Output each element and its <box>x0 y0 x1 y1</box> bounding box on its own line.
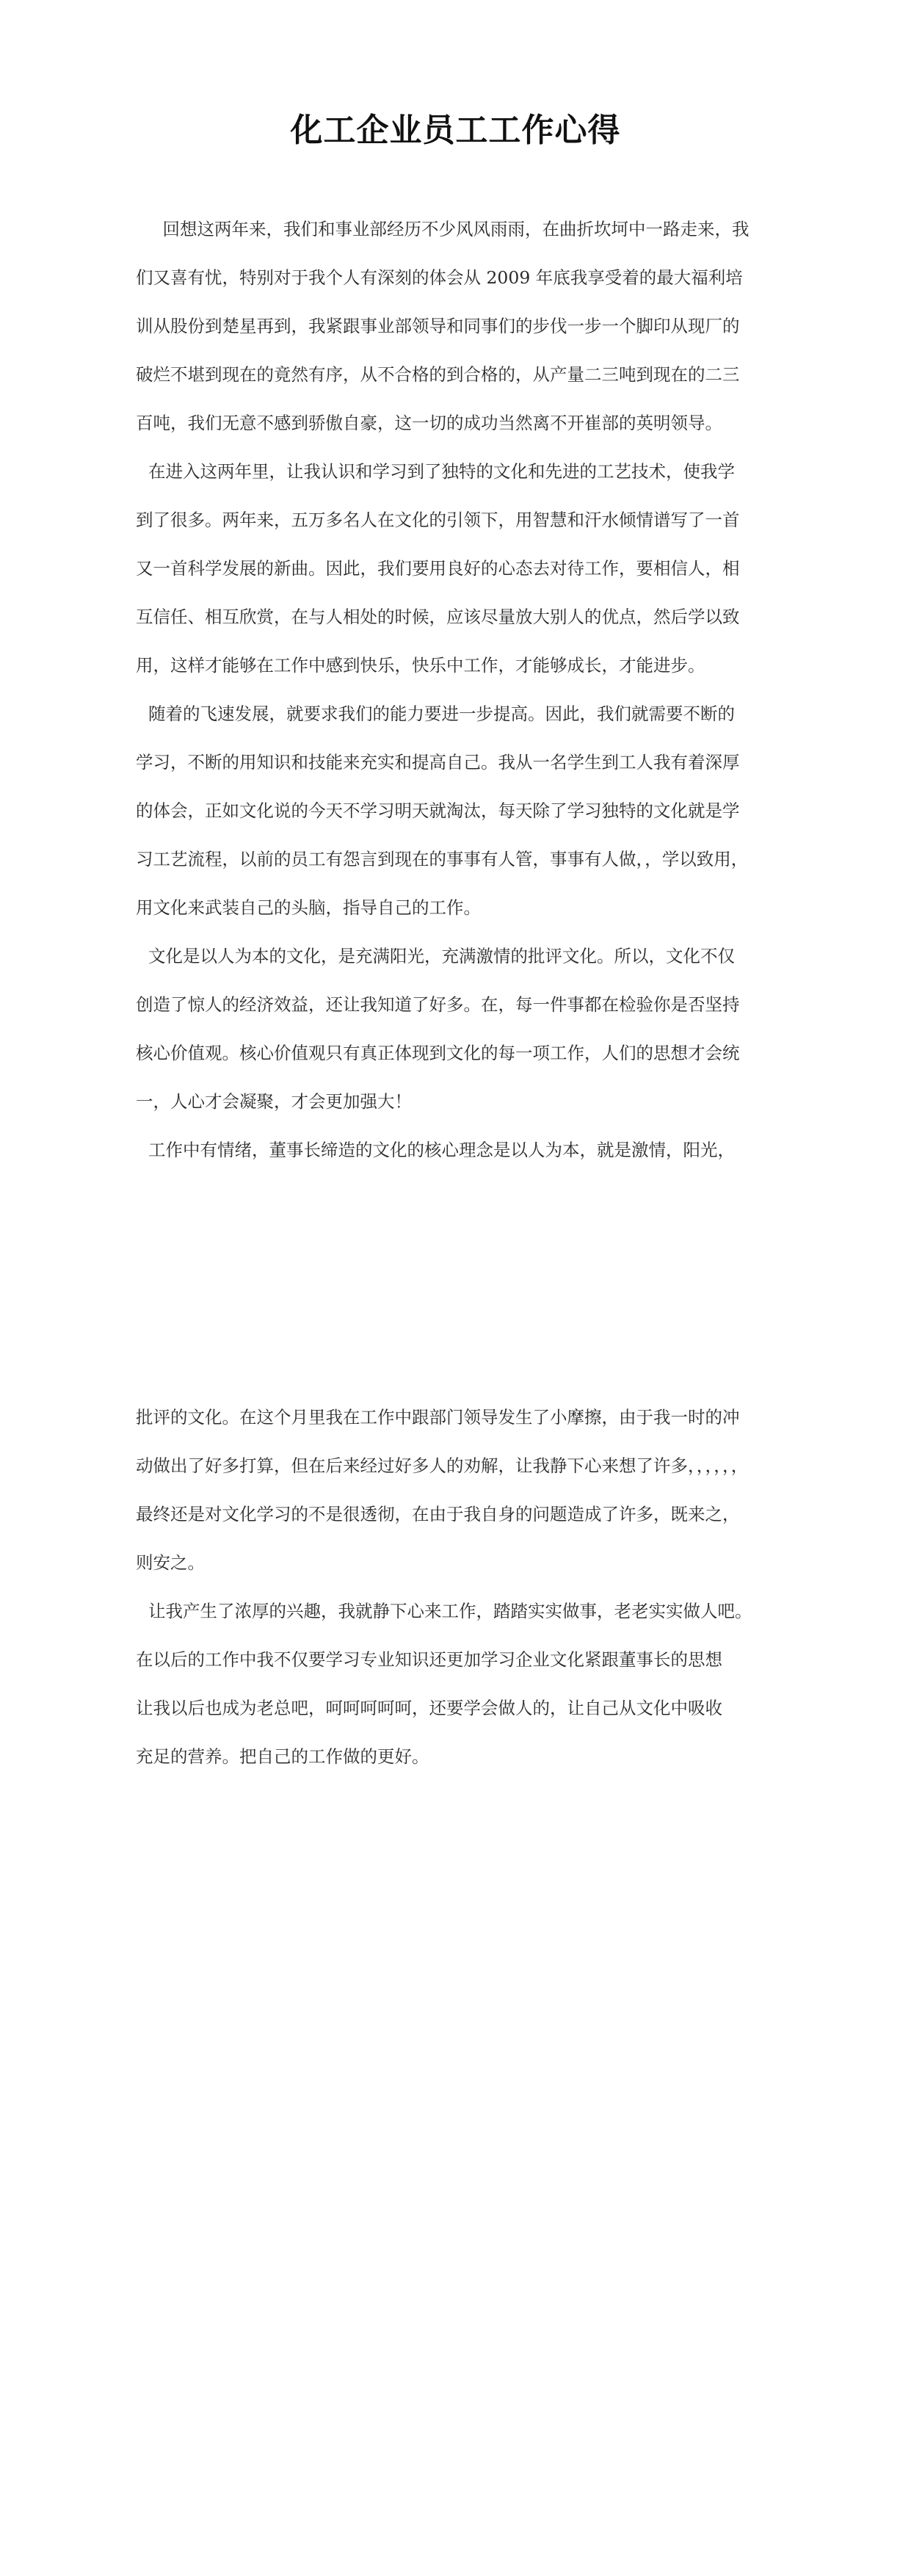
paragraph-line: 破烂不堪到现在的竟然有序，从不合格的到合格的，从产量二三吨到现在的二三 <box>136 364 740 385</box>
paragraph-line: 习工艺流程，以前的员工有怨言到现在的事事有人管，事事有人做，，学以致用， <box>136 849 749 869</box>
paragraph-line: 让我产生了浓厚的兴趣，我就静下心来工作，踏踏实实做事，老老实实做人吧。 <box>148 1601 752 1621</box>
paragraph-line: 动做出了好多打算，但在后来经过好多人的劝解，让我静下心来想了许多，，，，，， <box>136 1455 749 1476</box>
paragraph-line: 在以后的工作中我不仅要学习专业知识还更加学习企业文化紧跟董事长的思想 <box>136 1649 722 1670</box>
paragraph-line: 回想这两年来，我们和事业部经历不少风风雨雨，在曲折坎坷中一路走来，我 <box>145 219 750 239</box>
paragraph-line: 在进入这两年里，让我认识和学习到了独特的文化和先进的工艺技术，使我学 <box>148 461 735 482</box>
paragraph-line: 则安之。 <box>136 1552 205 1573</box>
paragraph-line: 用文化来武装自己的头脑，指导自己的工作。 <box>136 897 481 918</box>
paragraph-line: 批评的文化。在这个月里我在工作中跟部门领导发生了小摩擦，由于我一时的冲 <box>136 1407 740 1428</box>
paragraph-line: 让我以后也成为老总吧，呵呵呵呵呵，还要学会做人的，让自己从文化中吸收 <box>136 1698 722 1718</box>
paragraph-line: 文化是以人为本的文化，是充满阳光，充满激情的批评文化。所以，文化不仅 <box>148 946 735 966</box>
paragraph-line: 学习，不断的用知识和技能来充实和提高自己。我从一名学生到工人我有着深厚 <box>136 752 740 773</box>
paragraph-line: 核心价值观。核心价值观只有真正体现到文化的每一项工作，人们的思想才会统 <box>136 1043 740 1063</box>
paragraph-line: 到了很多。两年来，五万多名人在文化的引领下，用智慧和汗水倾情谱写了一首 <box>136 510 740 530</box>
paragraph-line: 一，人心才会凝聚，才会更加强大！ <box>136 1091 412 1112</box>
paragraph-line: 训从股份到楚星再到，我紧跟事业部领导和同事们的步伐一步一个脚印从现厂的 <box>136 316 740 336</box>
paragraph-line: 用，这样才能够在工作中感到快乐，快乐中工作，才能够成长，才能进步。 <box>136 655 705 676</box>
document-title: 化工企业员工工作心得 <box>290 112 621 149</box>
paragraph-line: 充足的营养。把自己的工作做的更好。 <box>136 1746 429 1767</box>
paragraph-line: 工作中有情绪，董事长缔造的文化的核心理念是以人为本，就是激情，阳光， <box>148 1140 735 1160</box>
paragraph-line: 们又喜有忧，特别对于我个人有深刻的体会从 2009 年底我享受着的最大福利培 <box>136 267 743 288</box>
paragraph-line: 百吨，我们无意不感到骄傲自豪，这一切的成功当然离不开崔部的英明领导。 <box>136 413 722 433</box>
paragraph-line: 的体会，正如文化说的今天不学习明天就淘汰，每天除了学习独特的文化就是学 <box>136 800 740 821</box>
paragraph-line: 又一首科学发展的新曲。因此，我们要用良好的心态去对待工作，要相信人，相 <box>136 558 740 579</box>
paragraph-line: 互信任、相互欣赏，在与人相处的时候，应该尽量放大别人的优点，然后学以致 <box>136 607 740 627</box>
paragraph-line: 随着的飞速发展，就要求我们的能力要进一步提高。因此，我们就需要不断的 <box>148 703 735 724</box>
paragraph-line: 最终还是对文化学习的不是很透彻，在由于我自身的问题造成了许多，既来之， <box>136 1504 740 1524</box>
paragraph-line: 创造了惊人的经济效益，还让我知道了好多。在，每一件事都在检验你是否坚持 <box>136 994 740 1015</box>
